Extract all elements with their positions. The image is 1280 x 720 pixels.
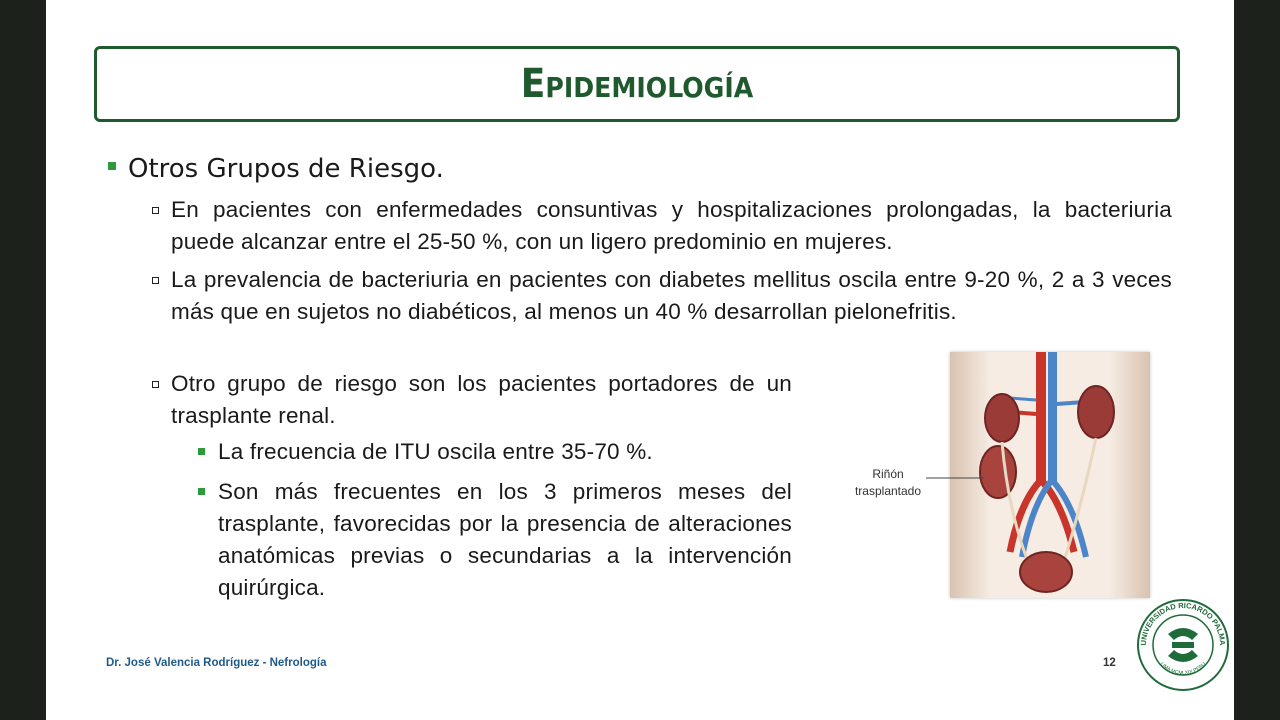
subpoint-2-text: Son más frecuentes en los 3 primeros meses del trasplante, favorecidas por la presencia de alteraciones anatómicas previas o secundarias a la intervención quirúrgica. <box>218 479 792 600</box>
figure-label-line2: trasplantado <box>854 484 922 498</box>
point-2 <box>152 264 1172 328</box>
point-2-text: La prevalencia de bacteriuria en pacientes con diabetes mellitus oscila entre 9-20 %, 2 a 3 veces más que en sujetos no diabéticos, al menos un 40 % desarrollan pielonefritis. <box>171 267 1172 324</box>
footer-author: Dr. José Valencia Rodríguez - Nefrología <box>106 657 327 669</box>
hollow-square-bullet-icon <box>152 381 159 388</box>
point-1-text: En pacientes con enfermedades consuntivas y hospitalizaciones prolongadas, la bacteriuria puede alcanzar entre el 25-50 %, con un ligero predominio en mujeres. <box>171 197 1172 254</box>
logo-text: UNIVERSIDAD RICARDO PALMA <box>1138 600 1228 646</box>
point-3 <box>152 368 792 432</box>
bullet-square-icon <box>108 162 116 170</box>
subpoint-1 <box>198 436 792 468</box>
title-box <box>94 46 1180 122</box>
seal-icon <box>1136 598 1230 692</box>
point-3-text: Otro grupo de riesgo son los pacientes portadores de un trasplante renal. <box>171 371 792 428</box>
university-seal-logo <box>1136 598 1230 692</box>
figure-label-line1: Riñón <box>872 467 904 481</box>
hollow-square-bullet-icon <box>152 207 159 214</box>
hollow-square-bullet-icon <box>152 277 159 284</box>
point-1 <box>152 194 1172 258</box>
bullet-square-icon <box>198 488 205 495</box>
main-bullet-text: Otros Grupos de Riesgo. <box>128 154 444 184</box>
subpoint-1-text: La frecuencia de ITU oscila entre 35-70 %. <box>218 439 653 464</box>
slide-title: Epidemiología <box>520 61 754 107</box>
logo-motto: LIMA MCMLXIX PERU <box>1158 661 1208 677</box>
main-bullet <box>108 152 1188 186</box>
page-number: 12 <box>1103 657 1116 669</box>
figure-pointer-line <box>926 474 986 486</box>
slide <box>46 0 1234 720</box>
subpoint-2 <box>198 476 792 604</box>
bullet-square-icon <box>198 448 205 455</box>
